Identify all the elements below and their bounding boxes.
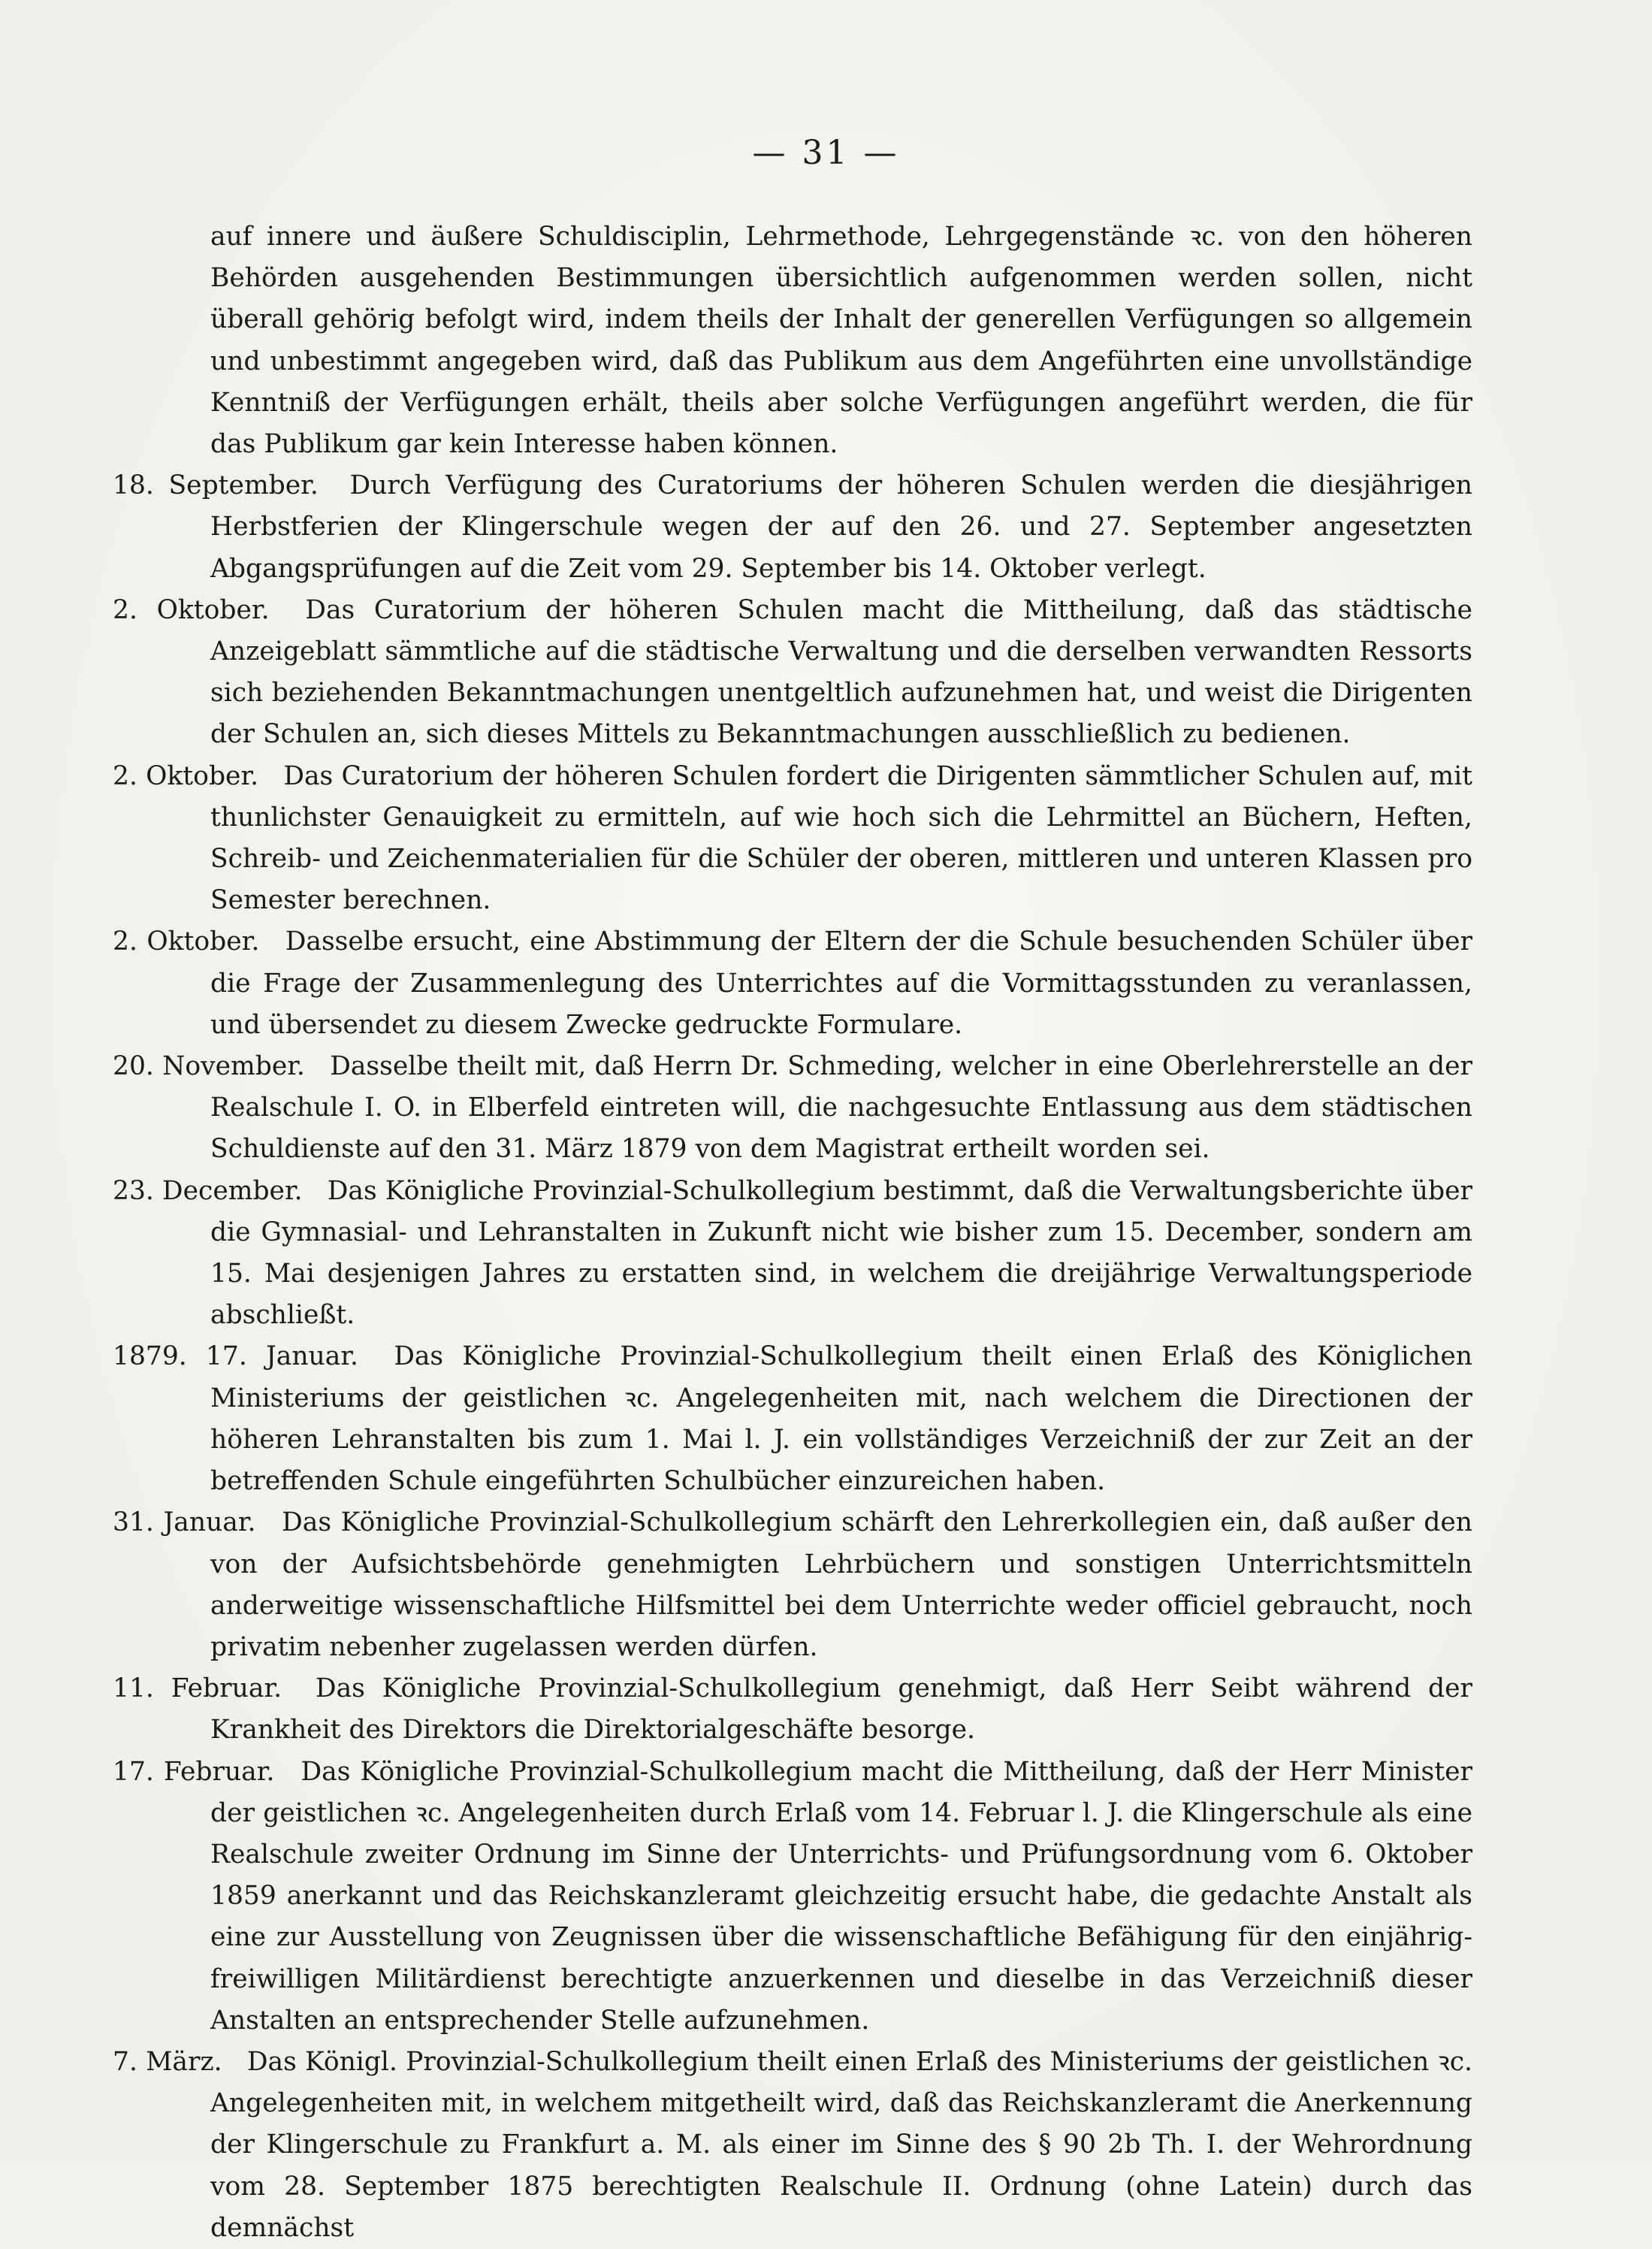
entry-text: Dasselbe ersucht, eine Abstimmung der Eltern der die Schule besuchenden Schüler über die Frage der Zusammenlegung des Unterrichtes auf die Vormittagsstunden zu veranlassen, und übersendet zu diesem Zwecke gedruckte Formulare. [210,927,1472,1040]
entry-text: Das Königliche Provinzial-Schulkollegium macht die Mittheilung, daß der Herr Minister der geistlichen ꝛc. Angelegenheiten durch Erlaß vom 14. Februar l. J. die Klingerschule als eine Realschule zweiter Ordnung im Sinne der Unterrichts- und Prüfungsordnung vom 6. Oktober 1859 anerkannt und das Reichskanzleramt gleichzeitig ersucht habe, die gedachte Anstalt als eine zur Ausstellung von Zeugnissen über die wissenschaftliche Befähigung für den einjährig-freiwilligen Militärdienst berechtigte anzuerkennen und dieselbe in das Verzeichniß dieser Anstalten an entsprechender Stelle aufzunehmen. [210,1756,1472,2036]
entry-7-maerz [113,2042,1472,2249]
entry-text: Das Königliche Provinzial-Schulkollegium bestimmt, daß die Verwaltungsberichte über die Gymnasial- und Lehranstalten in Zukunft nicht wie bisher zum 15. December, sondern am 15. Mai desjenigen Jahres zu erstatten sind, in welchem die dreijährige Verwaltungsperiode abschließt. [210,1175,1472,1331]
entry-date: 31. Januar. [113,1507,256,1538]
entry-text: Das Königliche Provinzial-Schulkollegium theilt einen Erlaß des Königlichen Ministeriums der geistlichen ꝛc. Angelegenheiten mit, nach welchem die Directionen der höheren Lehranstalten bis zum 1. Mai l. J. ein vollständiges Verzeichniß der zur Zeit an der betreffenden Schule eingeführten Schulbücher einzureichen haben. [210,1341,1472,1497]
page-number: — 31 — [752,134,900,172]
entry-date: 20. November. [113,1051,305,1082]
entry-11-februar [113,1668,1472,1751]
chronicle-text [113,216,1472,2249]
entry-20-november [113,1046,1472,1171]
entry-date: 11. Februar. [113,1673,282,1704]
entry-text: Das Curatorium der höheren Schulen macht die Mittheilung, daß das städtische Anzeigeblatt sämmtliche auf die städtische Verwaltung und die derselben verwandten Ressorts sich beziehenden Bekanntmachungen unentgeltlich aufzunehmen hat, und weist die Dirigenten der Schulen an, sich dieses Mittels zu Bekanntmachungen ausschließlich zu bedienen. [210,594,1472,750]
entry-date: 1879. 17. Januar. [113,1341,359,1372]
entry-date: 2. Oktober. [113,760,259,791]
entry-2-oktober-abstimmung [113,921,1472,1046]
entry-text: Das Curatorium der höheren Schulen fordert die Dirigenten sämmtlicher Schulen auf, mit thunlichster Genauigkeit zu ermitteln, auf wie hoch sich die Lehrmittel an Büchern, Heften, Schreib- und Zeichenmaterialien für die Schüler der oberen, mittleren und unteren Klassen pro Semester berechnen. [210,760,1472,916]
entry-text: auf innere und äußere Schuldisciplin, Lehrmethode, Lehrgegenstände ꝛc. von den höheren Behörden ausgehenden Bestimmungen übersichtlich aufgenommen werden sollen, nicht überall gehörig befolgt wird, indem theils der Inhalt der generellen Verfügungen so allgemein und unbestimmt angegeben wird, daß das Publikum aus dem Angeführten eine unvollständige Kenntniß der Verfügungen erhält, theils aber solche Verfügungen angeführt werden, die für das Publikum gar kein Interesse haben können. [210,222,1472,460]
entry-date: 18. September. [113,470,319,501]
entry-18-september [113,465,1472,590]
entry-continuation [113,216,1472,465]
entry-text: Das Königliche Provinzial-Schulkollegium genehmigt, daß Herr Seibt während der Krankheit des Direktors die Direktorialgeschäfte besorge. [210,1673,1473,1746]
entry-text: Durch Verfügung des Curatoriums der höheren Schulen werden die diesjährigen Herbstferien der Klingerschule wegen der auf den 26. und 27. September angesetzten Abgangsprüfungen auf die Zeit vom 29. September bis 14. Oktober verlegt. [210,470,1472,584]
entry-date: 2. Oktober. [113,594,270,625]
entry-1879-17-januar [113,1336,1472,1502]
entry-date: 23. December. [113,1175,303,1206]
entry-date: 2. Oktober. [113,927,260,957]
entry-text: Das Königl. Provinzial-Schulkollegium theilt einen Erlaß des Ministeriums der geistlichen ꝛc. Angelegenheiten mit, in welchem mitgetheilt wird, daß das Reichskanzleramt die Anerkennung der Klingerschule zu Frankfurt a. M. als einer im Sinne des § 90 2b Th. I. der Wehrordnung vom 28. September 1875 berechtigten Realschule II. Ordnung (ohne Latein) durch das demnächst [210,2046,1472,2243]
entry-date: 7. März. [113,2046,222,2077]
entry-17-februar [113,1752,1472,2042]
entry-2-oktober-anzeigeblatt [113,590,1472,756]
entry-text: Dasselbe theilt mit, daß Herrn Dr. Schmeding, welcher in eine Oberlehrerstelle an der Realschule I. O. in Elberfeld eintreten will, die nachgesuchte Entlassung aus dem städtischen Schuldienste auf den 31. März 1879 von dem Magistrat ertheilt worden sei. [210,1051,1472,1165]
entry-31-januar [113,1502,1472,1668]
entry-date: 17. Februar. [113,1756,275,1787]
entry-text: Das Königliche Provinzial-Schulkollegium schärft den Lehrerkollegien ein, daß außer den von der Aufsichtsbehörde genehmigten Lehrbüchern und sonstigen Unterrichtsmitteln anderweitige wissenschaftliche Hilfsmittel bei dem Unterrichte weder officiel gebraucht, noch privatim nebenher zugelassen werden dürfen. [210,1507,1472,1662]
entry-23-december [113,1171,1472,1337]
entry-2-oktober-lehrmittel [113,756,1472,922]
